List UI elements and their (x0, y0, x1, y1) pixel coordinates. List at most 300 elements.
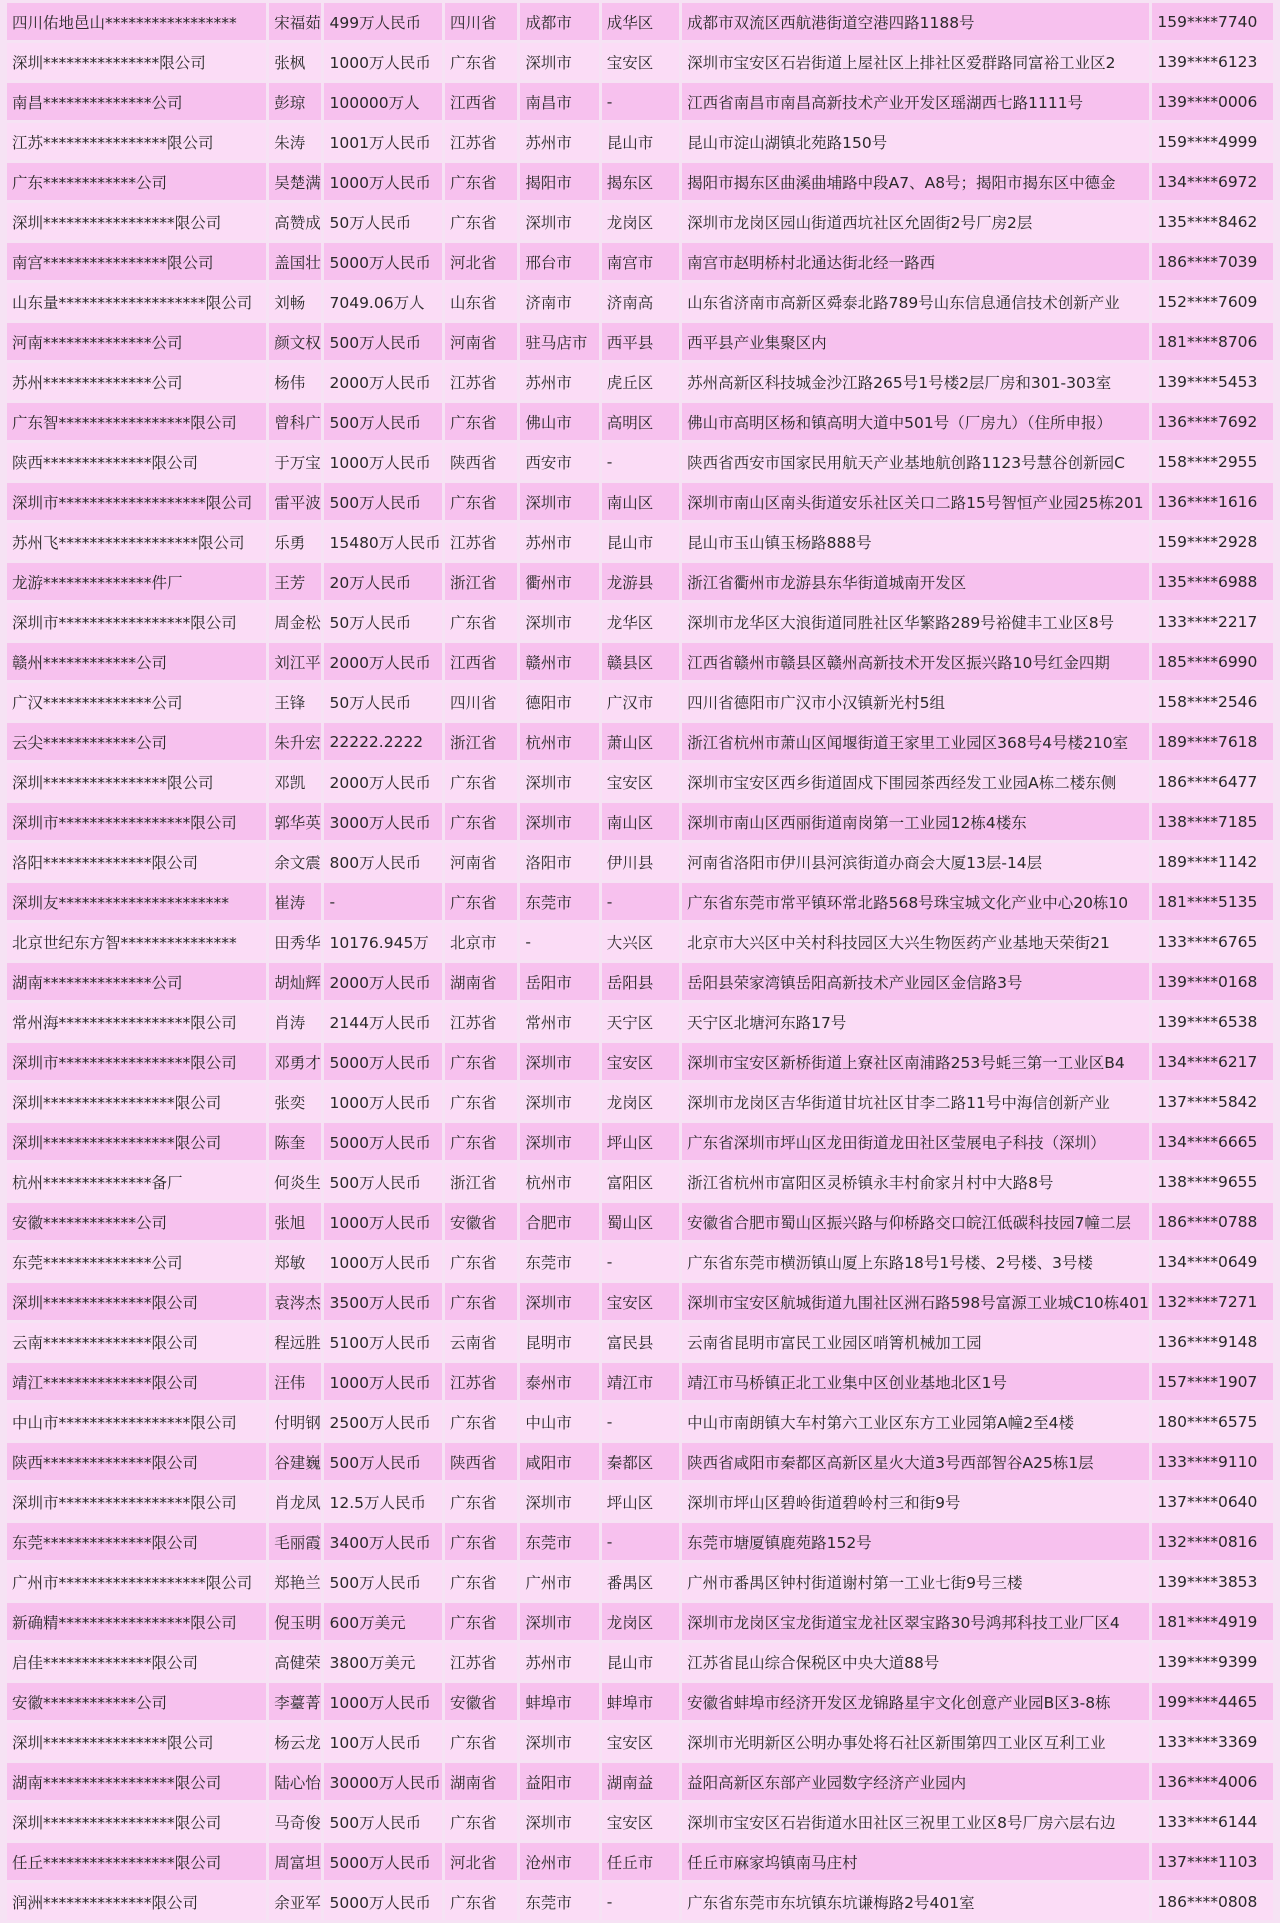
address-cell: 深圳市龙岗区园山街道西坑社区允固街2号厂房2层 (682, 203, 1149, 240)
address-cell: 深圳市宝安区石岩街道上屋社区上排社区爱群路同富裕工业区2 (682, 43, 1149, 80)
registered-capital-cell: 1000万人民币 (324, 163, 442, 200)
district-cell: 龙游县 (602, 563, 679, 600)
address-cell: 江苏省昆山综合保税区中央大道88号 (682, 1643, 1149, 1680)
city-cell: 杭州市 (520, 1163, 598, 1200)
company-name-cell: 苏州**************公司 (7, 363, 266, 400)
city-cell: 驻马店市 (520, 323, 598, 360)
contact-name-cell: 崔涛 (269, 883, 321, 920)
phone-cell: 133****6144 (1152, 1803, 1273, 1840)
district-cell: 番禺区 (602, 1563, 679, 1600)
contact-name-cell: 田秀华 (269, 923, 321, 960)
phone-cell: 186****7039 (1152, 243, 1273, 280)
address-cell: 南宫市赵明桥村北通达街北经一路西 (682, 243, 1149, 280)
table-row (7, 1723, 1273, 1760)
company-name-cell: 云尖************公司 (7, 723, 266, 760)
address-cell: 岳阳县荣家湾镇岳阳高新技术产业园区金信路3号 (682, 963, 1149, 1000)
phone-cell: 132****0816 (1152, 1523, 1273, 1560)
table-row (7, 843, 1273, 880)
address-cell: 深圳市宝安区航城街道九围社区洲石路598号富源工业城C10栋401 (682, 1283, 1149, 1320)
table-row (7, 363, 1273, 400)
city-cell: 深圳市 (520, 483, 598, 520)
contact-name-cell: 王芳 (269, 563, 321, 600)
phone-cell: 159****4999 (1152, 123, 1273, 160)
company-name-cell: 新确精*****************限公司 (7, 1603, 266, 1640)
company-name-cell: 广州市*******************限公司 (7, 1563, 266, 1600)
contact-name-cell: 张奕 (269, 1083, 321, 1120)
registered-capital-cell: 2000万人民币 (324, 643, 442, 680)
phone-cell: 139****6538 (1152, 1003, 1273, 1040)
registered-capital-cell: 15480万人民币 (324, 523, 442, 560)
address-cell: 江西省赣州市赣县区赣州高新技术开发区振兴路10号红金四期 (682, 643, 1149, 680)
table-row (7, 1643, 1273, 1680)
address-cell: 河南省洛阳市伊川县河滨街道办商会大厦13层-14层 (682, 843, 1149, 880)
province-cell: 河北省 (445, 1843, 517, 1880)
company-name-cell: 江苏****************限公司 (7, 123, 266, 160)
registered-capital-cell: 500万人民币 (324, 1803, 442, 1840)
registered-capital-cell: 800万人民币 (324, 843, 442, 880)
city-cell: 合肥市 (520, 1203, 598, 1240)
address-cell: 广州市番禺区钟村街道谢村第一工业七街9号三楼 (682, 1563, 1149, 1600)
address-cell: 北京市大兴区中关村科技园区大兴生物医药产业基地天荣街21 (682, 923, 1149, 960)
address-cell: 深圳市南山区南头街道安乐社区关口二路15号智恒产业园25栋201 (682, 483, 1149, 520)
city-cell: 咸阳市 (520, 1443, 598, 1480)
district-cell: 济南高 (602, 283, 679, 320)
table-row (7, 243, 1273, 280)
province-cell: 四川省 (445, 683, 517, 720)
address-cell: 深圳市宝安区新桥街道上寮社区南浦路253号蚝三第一工业区B4 (682, 1043, 1149, 1080)
table-row (7, 1403, 1273, 1440)
registered-capital-cell: 500万人民币 (324, 1163, 442, 1200)
province-cell: 广东省 (445, 603, 517, 640)
address-cell: 陕西省西安市国家民用航天产业基地航创路1123号慧谷创新园C (682, 443, 1149, 480)
district-cell: - (602, 443, 679, 480)
company-name-cell: 常州海*****************限公司 (7, 1003, 266, 1040)
district-cell: - (602, 1243, 679, 1280)
address-cell: 深圳市宝安区石岩街道水田社区三祝里工业区8号厂房六层右边 (682, 1803, 1149, 1840)
company-name-cell: 广东************公司 (7, 163, 266, 200)
registered-capital-cell: 3500万人民币 (324, 1283, 442, 1320)
phone-cell: 136****1616 (1152, 483, 1273, 520)
phone-cell: 133****2217 (1152, 603, 1273, 640)
district-cell: 富阳区 (602, 1163, 679, 1200)
table-row (7, 1683, 1273, 1720)
province-cell: 江苏省 (445, 363, 517, 400)
district-cell: 昆山市 (602, 1643, 679, 1680)
table-row (7, 883, 1273, 920)
contact-name-cell: 陆心怡 (269, 1763, 321, 1800)
address-cell: 浙江省衢州市龙游县东华街道城南开发区 (682, 563, 1149, 600)
district-cell: 龙岗区 (602, 1083, 679, 1120)
table-row (7, 563, 1273, 600)
city-cell: 深圳市 (520, 1083, 598, 1120)
table-row (7, 683, 1273, 720)
province-cell: 江苏省 (445, 523, 517, 560)
address-cell: 陕西省咸阳市秦都区高新区星火大道3号西部智谷A25栋1层 (682, 1443, 1149, 1480)
phone-cell: 181****8706 (1152, 323, 1273, 360)
phone-cell: 136****4006 (1152, 1763, 1273, 1800)
phone-cell: 181****5135 (1152, 883, 1273, 920)
table-row (7, 643, 1273, 680)
district-cell: 成华区 (602, 3, 679, 40)
province-cell: 江西省 (445, 83, 517, 120)
city-cell: 沧州市 (520, 1843, 598, 1880)
company-name-cell: 深圳*****************限公司 (7, 1123, 266, 1160)
province-cell: 广东省 (445, 1803, 517, 1840)
phone-cell: 136****9148 (1152, 1323, 1273, 1360)
registered-capital-cell: 20万人民币 (324, 563, 442, 600)
city-cell: 深圳市 (520, 603, 598, 640)
contact-name-cell: 付明钢 (269, 1403, 321, 1440)
registered-capital-cell: 5000万人民币 (324, 243, 442, 280)
company-name-cell: 深圳***************限公司 (7, 43, 266, 80)
table-row (7, 763, 1273, 800)
registered-capital-cell: 3000万人民币 (324, 803, 442, 840)
address-cell: 广东省东莞市常平镇环常北路568号珠宝城文化产业中心20栋10 (682, 883, 1149, 920)
registered-capital-cell: 1000万人民币 (324, 1363, 442, 1400)
district-cell: 天宁区 (602, 1003, 679, 1040)
table-row (7, 1363, 1273, 1400)
contact-name-cell: 郭华英 (269, 803, 321, 840)
contact-name-cell: 刘江平 (269, 643, 321, 680)
table-row (7, 1203, 1273, 1240)
district-cell: 赣县区 (602, 643, 679, 680)
phone-cell: 152****7609 (1152, 283, 1273, 320)
district-cell: 宝安区 (602, 1803, 679, 1840)
address-cell: 靖江市马桥镇正北工业集中区创业基地北区1号 (682, 1363, 1149, 1400)
table-row (7, 1323, 1273, 1360)
phone-cell: 132****7271 (1152, 1283, 1273, 1320)
registered-capital-cell: 2000万人民币 (324, 963, 442, 1000)
address-cell: 广东省东莞市东坑镇东坑谦梅路2号401室 (682, 1883, 1149, 1920)
city-cell: 西安市 (520, 443, 598, 480)
contact-name-cell: 宋福茹 (269, 3, 321, 40)
province-cell: 湖南省 (445, 963, 517, 1000)
address-cell: 中山市南朗镇大车村第六工业区东方工业园第A幢2至4楼 (682, 1403, 1149, 1440)
province-cell: 广东省 (445, 203, 517, 240)
city-cell: 杭州市 (520, 723, 598, 760)
phone-cell: 186****0788 (1152, 1203, 1273, 1240)
registered-capital-cell: 5000万人民币 (324, 1883, 442, 1920)
table-row (7, 443, 1273, 480)
city-cell: 深圳市 (520, 43, 598, 80)
company-name-cell: 深圳****************限公司 (7, 1723, 266, 1760)
address-cell: 东莞市塘厦镇鹿苑路152号 (682, 1523, 1149, 1560)
district-cell: - (602, 1883, 679, 1920)
registered-capital-cell: 3400万人民币 (324, 1523, 442, 1560)
registered-capital-cell: 22222.2222 (324, 723, 442, 760)
registered-capital-cell: 2144万人民币 (324, 1003, 442, 1040)
company-table (4, 0, 1276, 1923)
company-name-cell: 赣州************公司 (7, 643, 266, 680)
province-cell: 江苏省 (445, 1363, 517, 1400)
district-cell: 宝安区 (602, 1723, 679, 1760)
phone-cell: 134****6217 (1152, 1043, 1273, 1080)
district-cell: 昆山市 (602, 523, 679, 560)
phone-cell: 189****7618 (1152, 723, 1273, 760)
company-name-cell: 东莞**************公司 (7, 1243, 266, 1280)
province-cell: 广东省 (445, 1243, 517, 1280)
address-cell: 广东省东莞市横沥镇山厦上东路18号1号楼、2号楼、3号楼 (682, 1243, 1149, 1280)
phone-cell: 138****7185 (1152, 803, 1273, 840)
contact-name-cell: 颜文权 (269, 323, 321, 360)
phone-cell: 134****0649 (1152, 1243, 1273, 1280)
contact-name-cell: 胡灿辉 (269, 963, 321, 1000)
address-cell: 昆山市淀山湖镇北苑路150号 (682, 123, 1149, 160)
registered-capital-cell: 1000万人民币 (324, 1683, 442, 1720)
registered-capital-cell: 1000万人民币 (324, 443, 442, 480)
registered-capital-cell: 500万人民币 (324, 403, 442, 440)
city-cell: 揭阳市 (520, 163, 598, 200)
address-cell: 揭阳市揭东区曲溪曲埔路中段A7、A8号；揭阳市揭东区中德金 (682, 163, 1149, 200)
company-name-cell: 南昌**************公司 (7, 83, 266, 120)
company-name-cell: 南宫****************限公司 (7, 243, 266, 280)
registered-capital-cell: 1000万人民币 (324, 43, 442, 80)
city-cell: 苏州市 (520, 1643, 598, 1680)
address-cell: 益阳高新区东部产业园数字经济产业园内 (682, 1763, 1149, 1800)
district-cell: 南宫市 (602, 243, 679, 280)
phone-cell: 186****6477 (1152, 763, 1273, 800)
contact-name-cell: 肖龙凤 (269, 1483, 321, 1520)
district-cell: 高明区 (602, 403, 679, 440)
table-row (7, 1563, 1273, 1600)
contact-name-cell: 王锋 (269, 683, 321, 720)
district-cell: 龙华区 (602, 603, 679, 640)
city-cell: 深圳市 (520, 1803, 598, 1840)
table-row (7, 43, 1273, 80)
district-cell: 虎丘区 (602, 363, 679, 400)
table-row (7, 923, 1273, 960)
district-cell: 岳阳县 (602, 963, 679, 1000)
address-cell: 浙江省杭州市富阳区灵桥镇永丰村俞家爿村中大路8号 (682, 1163, 1149, 1200)
address-cell: 苏州高新区科技城金沙江路265号1号楼2层厂房和301-303室 (682, 363, 1149, 400)
registered-capital-cell: 1000万人民币 (324, 1243, 442, 1280)
province-cell: 广东省 (445, 1483, 517, 1520)
contact-name-cell: 肖涛 (269, 1003, 321, 1040)
district-cell: - (602, 1523, 679, 1560)
city-cell: 苏州市 (520, 123, 598, 160)
district-cell: - (602, 883, 679, 920)
address-cell: 深圳市坪山区碧岭街道碧岭村三和街9号 (682, 1483, 1149, 1520)
district-cell: 揭东区 (602, 163, 679, 200)
address-cell: 山东省济南市高新区舜泰北路789号山东信息通信技术创新产业 (682, 283, 1149, 320)
city-cell: 蚌埠市 (520, 1683, 598, 1720)
table-row (7, 1763, 1273, 1800)
registered-capital-cell: 499万人民币 (324, 3, 442, 40)
registered-capital-cell: 5000万人民币 (324, 1123, 442, 1160)
phone-cell: 133****6765 (1152, 923, 1273, 960)
registered-capital-cell: 1000万人民币 (324, 1083, 442, 1120)
contact-name-cell: 于万宝 (269, 443, 321, 480)
city-cell: 深圳市 (520, 1603, 598, 1640)
province-cell: 广东省 (445, 1603, 517, 1640)
city-cell: 深圳市 (520, 1043, 598, 1080)
phone-cell: 139****9399 (1152, 1643, 1273, 1680)
registered-capital-cell: 1001万人民币 (324, 123, 442, 160)
contact-name-cell: 高赞成 (269, 203, 321, 240)
contact-name-cell: 邓凯 (269, 763, 321, 800)
company-name-cell: 湖南**************公司 (7, 963, 266, 1000)
table-row (7, 723, 1273, 760)
table-row (7, 1283, 1273, 1320)
table-row (7, 1883, 1273, 1920)
registered-capital-cell: 30000万人民币 (324, 1763, 442, 1800)
table-row (7, 483, 1273, 520)
district-cell: 大兴区 (602, 923, 679, 960)
province-cell: 陕西省 (445, 443, 517, 480)
city-cell: 深圳市 (520, 803, 598, 840)
table-row (7, 963, 1273, 1000)
registered-capital-cell: 50万人民币 (324, 203, 442, 240)
registered-capital-cell: 50万人民币 (324, 683, 442, 720)
company-name-cell: 深圳友********************** (7, 883, 266, 920)
phone-cell: 157****1907 (1152, 1363, 1273, 1400)
phone-cell: 159****2928 (1152, 523, 1273, 560)
company-name-cell: 润洲**************限公司 (7, 1883, 266, 1920)
phone-cell: 134****6665 (1152, 1123, 1273, 1160)
company-name-cell: 深圳市*****************限公司 (7, 803, 266, 840)
district-cell: 蜀山区 (602, 1203, 679, 1240)
address-cell: 西平县产业集聚区内 (682, 323, 1149, 360)
table-row (7, 1083, 1273, 1120)
phone-cell: 137****1103 (1152, 1843, 1273, 1880)
city-cell: 东莞市 (520, 1883, 598, 1920)
address-cell: 深圳市龙岗区吉华街道甘坑社区甘李二路11号中海信创新产业 (682, 1083, 1149, 1120)
company-name-cell: 苏州飞******************限公司 (7, 523, 266, 560)
address-cell: 佛山市高明区杨和镇高明大道中501号（厂房九）（住所申报） (682, 403, 1149, 440)
province-cell: 广东省 (445, 1283, 517, 1320)
contact-name-cell: 周金松 (269, 603, 321, 640)
company-name-cell: 云南**************限公司 (7, 1323, 266, 1360)
city-cell: 成都市 (520, 3, 598, 40)
province-cell: 云南省 (445, 1323, 517, 1360)
registered-capital-cell: 100万人民币 (324, 1723, 442, 1760)
company-name-cell: 深圳市*****************限公司 (7, 1043, 266, 1080)
phone-cell: 135****6988 (1152, 563, 1273, 600)
registered-capital-cell: 2000万人民币 (324, 763, 442, 800)
address-cell: 深圳市光明新区公明办事处将石社区新围第四工业区互利工业 (682, 1723, 1149, 1760)
city-cell: 东莞市 (520, 883, 598, 920)
province-cell: 广东省 (445, 1123, 517, 1160)
district-cell: 蚌埠市 (602, 1683, 679, 1720)
contact-name-cell: 杨云龙 (269, 1723, 321, 1760)
province-cell: 江苏省 (445, 1003, 517, 1040)
table-row (7, 1243, 1273, 1280)
city-cell: 深圳市 (520, 1283, 598, 1320)
province-cell: 安徽省 (445, 1203, 517, 1240)
phone-cell: 139****3853 (1152, 1563, 1273, 1600)
registered-capital-cell: 5100万人民币 (324, 1323, 442, 1360)
company-name-cell: 靖江**************限公司 (7, 1363, 266, 1400)
district-cell: 南山区 (602, 803, 679, 840)
district-cell: 坪山区 (602, 1483, 679, 1520)
province-cell: 广东省 (445, 403, 517, 440)
company-name-cell: 深圳*****************限公司 (7, 203, 266, 240)
table-row (7, 403, 1273, 440)
contact-name-cell: 朱涛 (269, 123, 321, 160)
district-cell: 宝安区 (602, 43, 679, 80)
contact-name-cell: 张枫 (269, 43, 321, 80)
registered-capital-cell: 500万人民币 (324, 1563, 442, 1600)
district-cell: 南山区 (602, 483, 679, 520)
province-cell: 湖南省 (445, 1763, 517, 1800)
company-name-cell: 东莞**************限公司 (7, 1523, 266, 1560)
district-cell: 宝安区 (602, 763, 679, 800)
contact-name-cell: 张旭 (269, 1203, 321, 1240)
province-cell: 广东省 (445, 43, 517, 80)
registered-capital-cell: 10176.945万 (324, 923, 442, 960)
city-cell: 深圳市 (520, 1123, 598, 1160)
registered-capital-cell: - (324, 883, 442, 920)
province-cell: 广东省 (445, 1563, 517, 1600)
contact-name-cell: 周富坦 (269, 1843, 321, 1880)
company-name-cell: 安徽************公司 (7, 1203, 266, 1240)
phone-cell: 136****7692 (1152, 403, 1273, 440)
address-cell: 任丘市麻家坞镇南马庄村 (682, 1843, 1149, 1880)
company-name-cell: 启佳**************限公司 (7, 1643, 266, 1680)
table-row (7, 1043, 1273, 1080)
city-cell: 常州市 (520, 1003, 598, 1040)
contact-name-cell: 袁涔杰 (269, 1283, 321, 1320)
province-cell: 四川省 (445, 3, 517, 40)
company-name-cell: 深圳**************限公司 (7, 1283, 266, 1320)
registered-capital-cell: 1000万人民币 (324, 1203, 442, 1240)
registered-capital-cell: 500万人民币 (324, 323, 442, 360)
province-cell: 广东省 (445, 1883, 517, 1920)
phone-cell: 181****4919 (1152, 1603, 1273, 1640)
district-cell: 昆山市 (602, 123, 679, 160)
phone-cell: 137****0640 (1152, 1483, 1273, 1520)
table-row (7, 123, 1273, 160)
province-cell: 江苏省 (445, 123, 517, 160)
province-cell: 广东省 (445, 1083, 517, 1120)
province-cell: 广东省 (445, 803, 517, 840)
registered-capital-cell: 2500万人民币 (324, 1403, 442, 1440)
contact-name-cell: 余文震 (269, 843, 321, 880)
table-row (7, 1523, 1273, 1560)
company-name-cell: 中山市*****************限公司 (7, 1403, 266, 1440)
city-cell: 深圳市 (520, 203, 598, 240)
company-name-cell: 陕西**************限公司 (7, 1443, 266, 1480)
district-cell: 富民县 (602, 1323, 679, 1360)
contact-name-cell: 余亚军 (269, 1883, 321, 1920)
table-row (7, 1483, 1273, 1520)
phone-cell: 158****2955 (1152, 443, 1273, 480)
company-name-cell: 广汉**************公司 (7, 683, 266, 720)
phone-cell: 189****1142 (1152, 843, 1273, 880)
contact-name-cell: 朱升宏 (269, 723, 321, 760)
city-cell: 济南市 (520, 283, 598, 320)
city-cell: 广州市 (520, 1563, 598, 1600)
contact-name-cell: 高健荣 (269, 1643, 321, 1680)
phone-cell: 159****7740 (1152, 3, 1273, 40)
contact-name-cell: 曾科广 (269, 403, 321, 440)
district-cell: 萧山区 (602, 723, 679, 760)
company-name-cell: 湖南*****************限公司 (7, 1763, 266, 1800)
phone-cell: 158****2546 (1152, 683, 1273, 720)
province-cell: 广东省 (445, 1043, 517, 1080)
city-cell: 苏州市 (520, 523, 598, 560)
address-cell: 深圳市龙岗区宝龙街道宝龙社区翠宝路30号鸿邦科技工业厂区4 (682, 1603, 1149, 1640)
table-row (7, 3, 1273, 40)
phone-cell: 139****5453 (1152, 363, 1273, 400)
registered-capital-cell: 5000万人民币 (324, 1043, 442, 1080)
table-row (7, 1163, 1273, 1200)
district-cell: 湖南益 (602, 1763, 679, 1800)
city-cell: 深圳市 (520, 1483, 598, 1520)
company-name-cell: 杭州**************备厂 (7, 1163, 266, 1200)
district-cell: 西平县 (602, 323, 679, 360)
table-row (7, 1123, 1273, 1160)
